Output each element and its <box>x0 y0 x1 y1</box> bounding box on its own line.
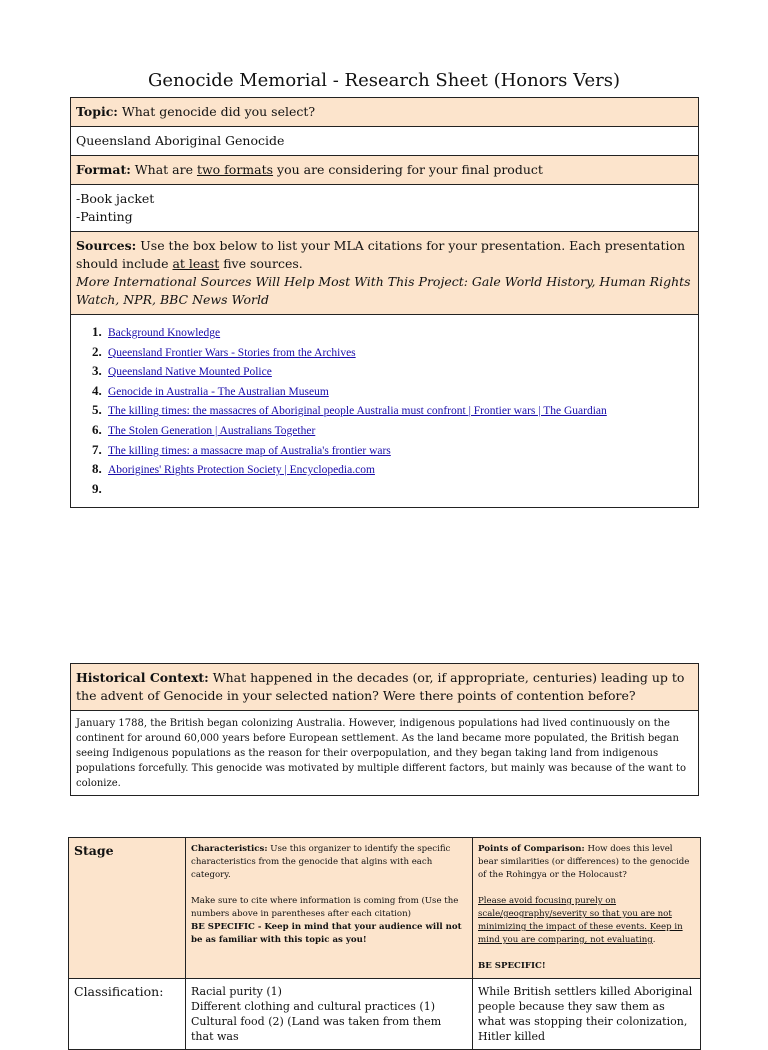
sources-list <box>76 323 693 499</box>
topic-question: What genocide did you select? <box>117 104 316 119</box>
characteristics-text: Use this organizer to identify the specific characteristics from the genocide that algins with each category. <box>191 844 451 880</box>
research-table <box>70 97 699 508</box>
characteristics-cite: Make sure to cite where information is coming from (Use the numbers above in parentheses after each citation) <box>191 896 459 919</box>
page-title: Genocide Memorial - Research Sheet (Honors Vers) <box>148 70 620 91</box>
source-link[interactable]: Queensland Native Mounted Police <box>108 366 272 379</box>
topic-label: Topic: <box>76 104 118 119</box>
topic-header-cell <box>71 98 699 127</box>
sources-note: More International Sources Will Help Most With This Project: Gale World History, Human Rights Watch, NPR, BBC News World <box>76 274 691 307</box>
historical-header-cell <box>71 664 699 711</box>
source-item <box>105 401 693 421</box>
source-item <box>105 480 693 500</box>
comparison-label: Points of Comparison: <box>478 844 585 854</box>
stage-header: Stage <box>69 838 186 979</box>
characteristics-label: Characteristics: <box>191 844 268 854</box>
sources-label: Sources: <box>76 238 137 253</box>
stages-table <box>68 837 701 1050</box>
sources-header-cell <box>71 232 699 315</box>
historical-question: What happened in the decades (or, if appropriate, centuries) leading up to the advent of Genocide in your selected nation? Were there points of contention before? <box>76 670 685 703</box>
source-item <box>105 323 693 343</box>
source-link[interactable]: Queensland Frontier Wars - Stories from the Archives <box>108 346 356 359</box>
source-link[interactable]: Aborigines' Rights Protection Society | Encyclopedia.com <box>108 464 375 477</box>
comparison-text: How does this level bear similarities (or differences) to the genocide of the Rohingya or the Holocaust? <box>478 844 690 880</box>
format-question-post: you are considering for your final product <box>273 162 543 177</box>
format-header-cell <box>71 156 699 185</box>
sources-instructions-underline: at least <box>172 256 220 271</box>
format-question-underline: two formats <box>196 162 274 177</box>
format-answer[interactable] <box>71 185 699 232</box>
characteristics-header <box>186 838 473 979</box>
comparison-header <box>473 838 701 979</box>
source-link[interactable]: Background Knowledge <box>108 327 221 339</box>
source-item <box>105 441 693 461</box>
classification-characteristics[interactable] <box>186 979 473 1050</box>
comparison-underline: Please avoid focusing purely on scale/geography/severity so that you are not minimizing the impact of these events. Keep in mind you are comparing, not evaluating <box>478 896 683 945</box>
format-label: Format: <box>76 162 131 177</box>
characteristic-line: Cultural food (2) (Land was taken from them that was <box>191 1015 442 1043</box>
source-item <box>105 460 693 480</box>
historical-answer[interactable]: January 1788, the British began colonizing Australia. However, indigenous populations had lived continuously on the continent for around 60,000 years before European settlement. As the land became more populated, the British began seeing Indigenous populations as the reason for their overpopulation, and they began taking land from indigenous populations forcefully. This genocide was motivated by multiple different factors, but mainly was because of the want to colonize. <box>71 711 699 796</box>
comparison-bold: BE SPECIFIC! <box>478 961 546 971</box>
comparison-period: . <box>652 935 656 945</box>
source-link[interactable]: The Stolen Generation | Australians Together <box>108 424 316 437</box>
source-item <box>105 382 693 402</box>
sources-instructions-post: five sources. <box>219 256 303 271</box>
sources-list-cell <box>71 315 699 508</box>
source-item <box>105 343 693 363</box>
characteristic-line: Different clothing and cultural practices (1) <box>191 1000 436 1013</box>
source-link[interactable]: The killing times: a massacre map of Australia's frontier wars <box>108 444 391 457</box>
source-item <box>105 421 693 441</box>
historical-label: Historical Context: <box>76 670 209 685</box>
topic-answer[interactable]: Queensland Aboriginal Genocide <box>71 127 699 156</box>
stage-classification: Classification: <box>69 979 186 1050</box>
sources-instructions-pre: Use the box below to list your MLA citations for your presentation. Each presentation should include <box>76 238 686 271</box>
format-answer-line: -Book jacket <box>76 191 155 206</box>
classification-comparison[interactable]: While British settlers killed Aboriginal people because they saw them as what was stopping their colonization, Hitler killed <box>473 979 701 1050</box>
format-answer-line: -Painting <box>76 209 133 224</box>
characteristic-line: Racial purity (1) <box>191 985 282 998</box>
format-question-pre: What are <box>130 162 197 177</box>
source-link[interactable]: Genocide in Australia - The Australian Museum <box>108 385 329 398</box>
historical-context-table <box>70 663 699 796</box>
source-item <box>105 362 693 382</box>
source-link[interactable]: The killing times: the massacres of Aboriginal people Australia must confront | Frontier wars | The Guardian <box>108 405 607 418</box>
characteristics-bold: BE SPECIFIC - Keep in mind that your audience will not be as familiar with this topic as you! <box>191 922 462 945</box>
